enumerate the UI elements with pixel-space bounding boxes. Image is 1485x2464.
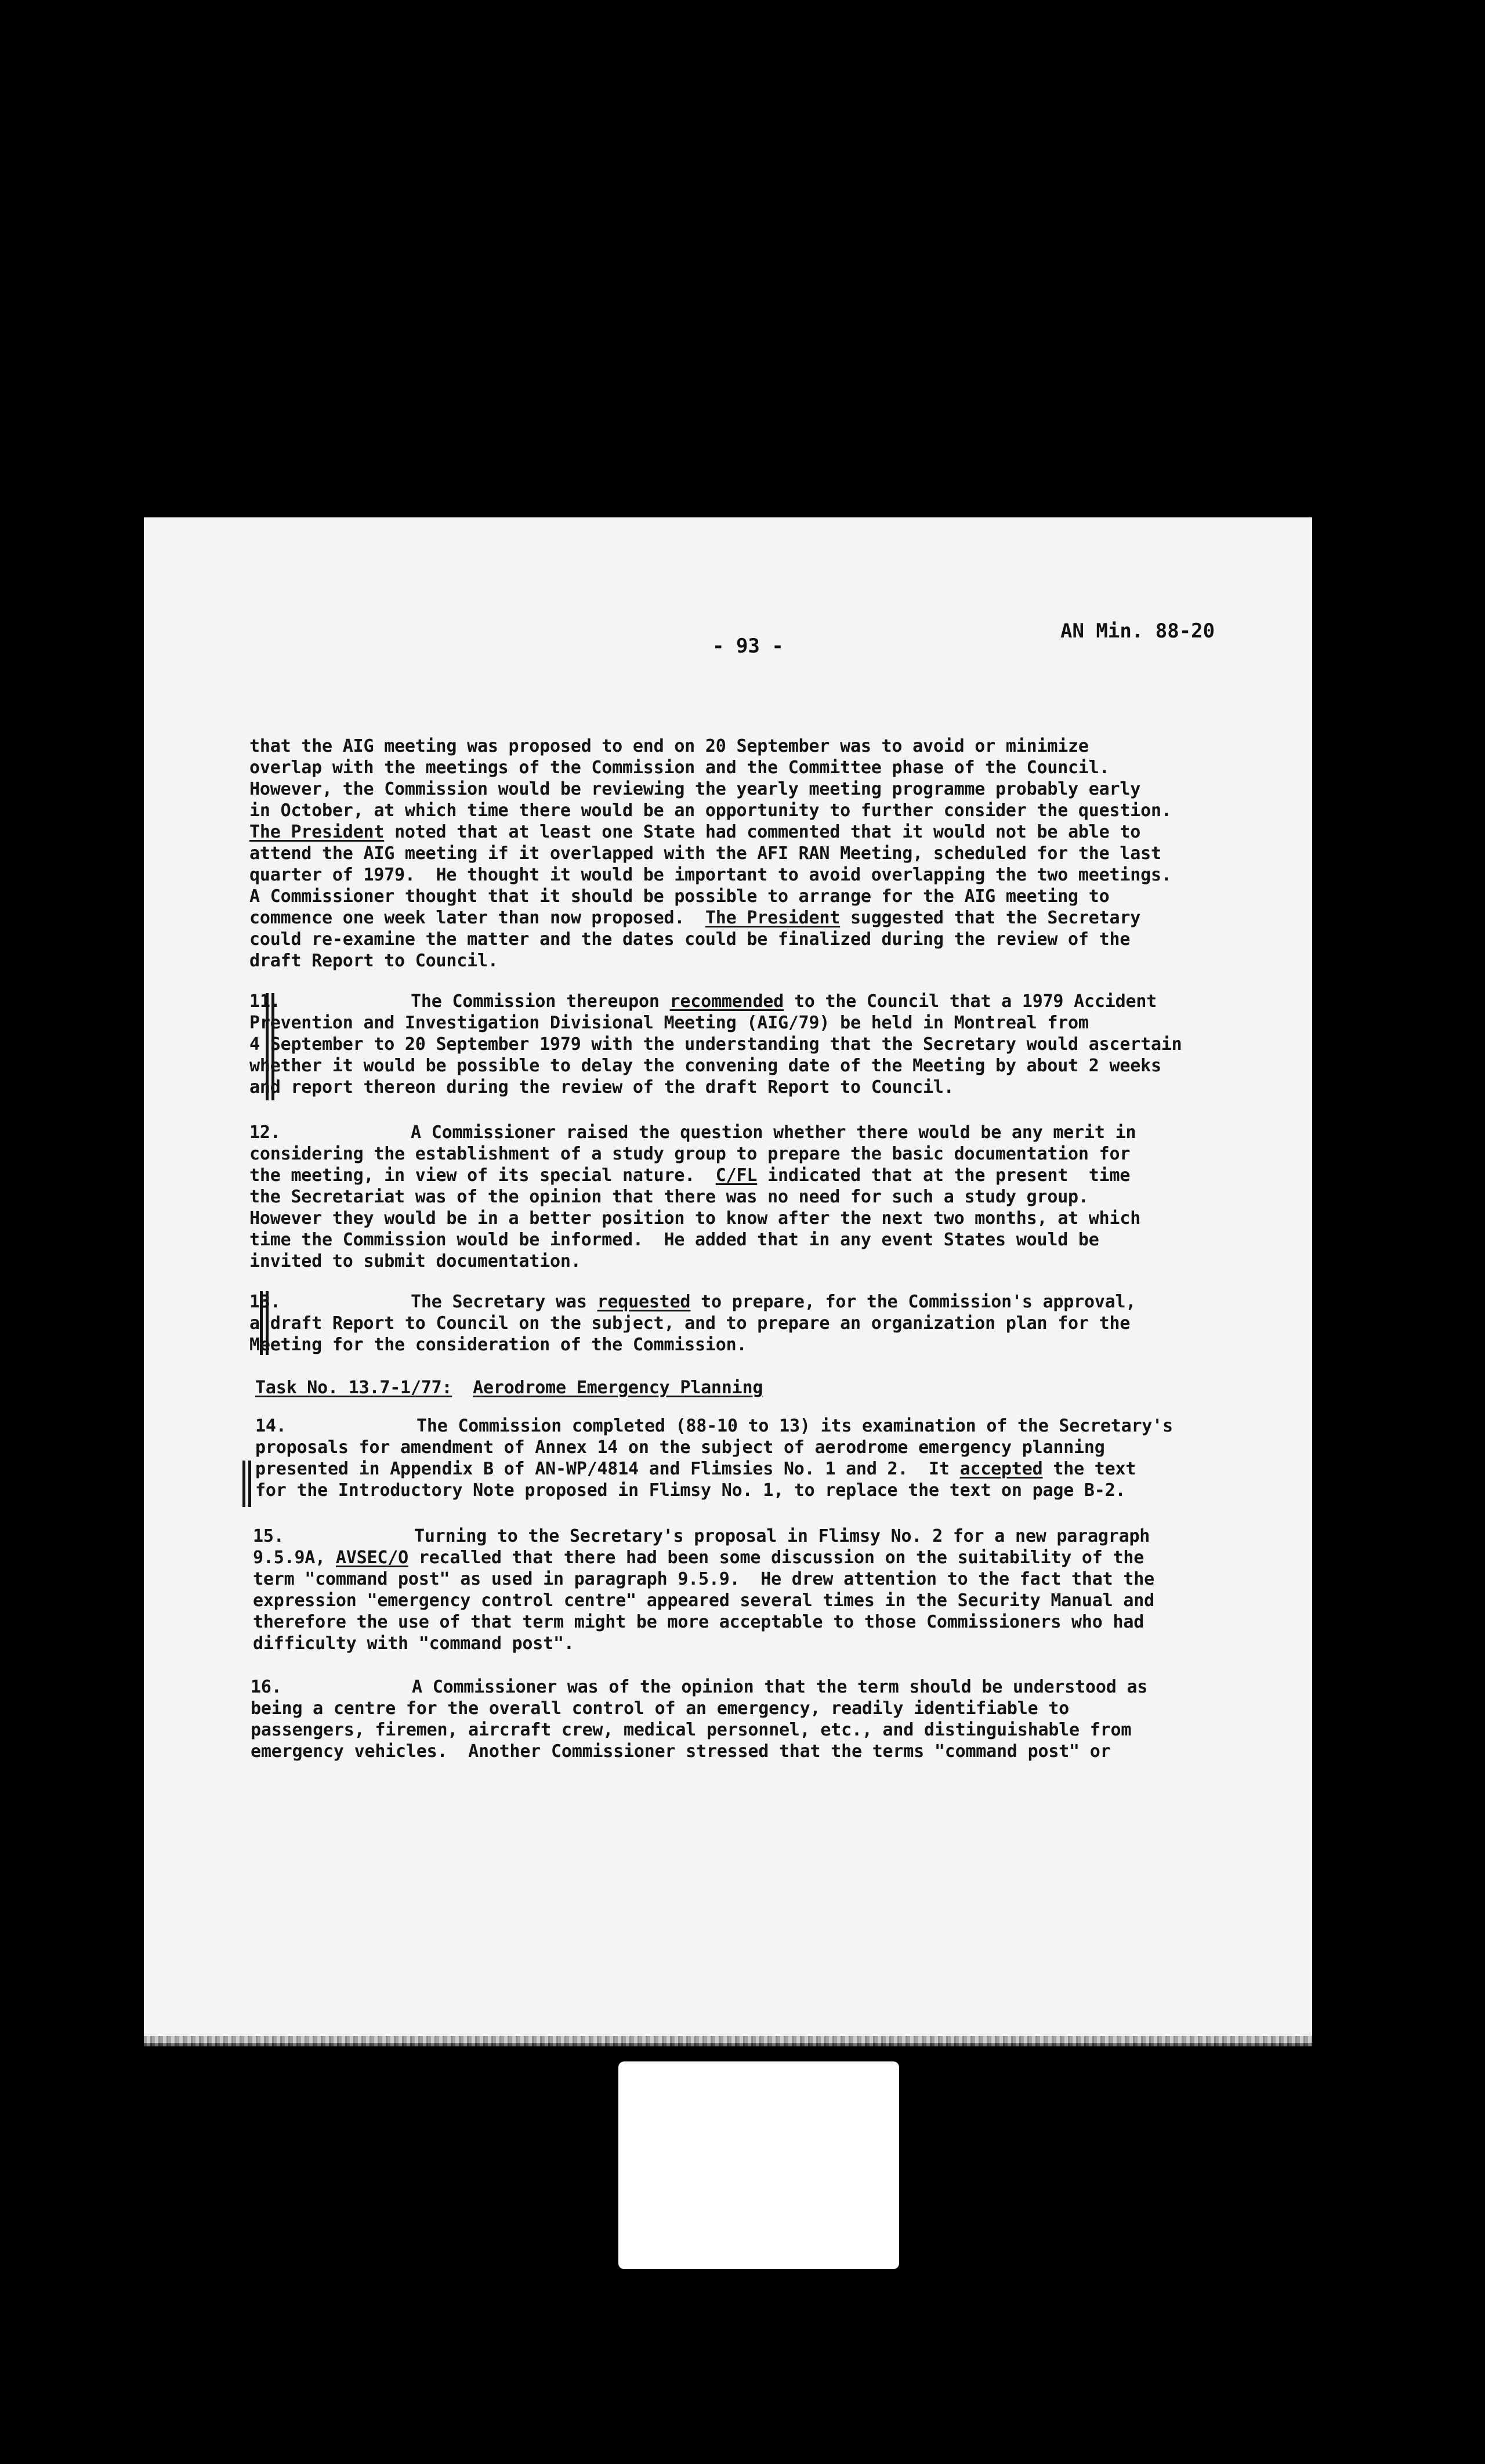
underlined-term: The President — [705, 908, 841, 928]
paragraph-15 — [253, 1525, 1239, 1654]
text-fragment: The Commission completed (88-10 to 13) its examination of the Secretary's — [416, 1416, 1173, 1436]
text-line: whether it would be possible to delay the convening date of the Meeting by about 2 weeks — [249, 1056, 1161, 1076]
text-line: proposals for amendment of Annex 14 on the subject of aerodrome emergency planning — [255, 1437, 1105, 1458]
paragraph-number: 11. — [249, 991, 281, 1012]
text-fragment: the meeting, in view of its special nature. — [249, 1165, 716, 1186]
text-fragment: 9.5.9A, — [253, 1548, 336, 1568]
underlined-term: AVSEC/O — [335, 1548, 408, 1568]
text-fragment: Turning to the Secretary's proposal in Flimsy No. 2 for a new paragraph — [414, 1526, 1150, 1546]
text-line: considering the establishment of a study group to prepare the basic documentation for — [249, 1144, 1131, 1164]
text-line: in October, at which time there would be an opportunity to further consider the question. — [249, 800, 1172, 821]
text-fragment: indicated that at the present time — [757, 1165, 1131, 1186]
text-line: emergency vehicles. Another Commissioner stressed that the terms "command post" or — [251, 1741, 1111, 1762]
text-fragment: to prepare, for the Commission's approval, — [690, 1292, 1136, 1312]
text-line: could re-examine the matter and the dates could be finalized during the review of the — [249, 929, 1131, 950]
text-line — [255, 1415, 1241, 1437]
text-line: and report thereon during the review of the draft Report to Council. — [249, 1077, 954, 1097]
paragraph-number: 12. — [249, 1122, 281, 1143]
text-line — [249, 991, 1236, 1012]
text-fragment: noted that at least one State had commented that it would not be able to — [384, 822, 1141, 842]
underlined-term: The President — [249, 822, 385, 842]
scan-edge-noise — [144, 2036, 1312, 2046]
text-line: However they would be in a better position to know after the next two months, at which — [249, 1208, 1141, 1229]
text-line: quarter of 1979. He thought it would be important to avoid overlapping the two meetings. — [249, 865, 1172, 885]
text-line — [251, 1676, 1237, 1698]
paragraph-number: 14. — [255, 1416, 287, 1436]
text-line — [253, 1525, 1239, 1547]
text-line: term "command post" as used in paragraph 9.5.9. He drew attention to the fact that the — [253, 1569, 1154, 1589]
task-label: Task No. 13.7-1/77: — [255, 1378, 452, 1398]
text-fragment: recalled that there had been some discussion on the suitability of the — [408, 1548, 1144, 1568]
text-fragment: A Commissioner was of the opinion that the term should be understood as — [412, 1677, 1148, 1697]
text-fragment: commence one week later than now proposed. — [249, 908, 705, 928]
paragraph-number: 13. — [249, 1292, 281, 1312]
text-fragment: the text — [1042, 1459, 1136, 1479]
text-line: a draft Report to Council on the subject, and to prepare an organization plan for the — [249, 1313, 1131, 1334]
text-line — [249, 821, 1236, 843]
text-fragment: suggested that the Secretary — [840, 908, 1141, 928]
document-reference: AN Min. 88-20 — [1060, 619, 1215, 643]
paragraph-13 — [249, 1291, 1236, 1356]
text-line: draft Report to Council. — [249, 951, 498, 971]
text-line: for the Introductory Note proposed in Flimsy No. 1, to replace the text on page B-2. — [255, 1480, 1126, 1501]
paragraph-number: 16. — [251, 1677, 282, 1697]
text-fragment: to the Council that a 1979 Accident — [784, 991, 1157, 1012]
text-line: Meeting for the consideration of the Commission. — [249, 1335, 747, 1355]
text-line: difficulty with "command post". — [253, 1633, 574, 1654]
text-line: invited to submit documentation. — [249, 1251, 581, 1271]
text-line: the Secretariat was of the opinion that there was no need for such a study group. — [249, 1187, 1089, 1207]
text-line: therefore the use of that term might be more acceptable to those Commissioners who had — [253, 1612, 1144, 1632]
text-line: expression "emergency control centre" appeared several times in the Security Manual and — [253, 1590, 1154, 1611]
text-line: A Commissioner thought that it should be possible to arrange for the AIG meeting to — [249, 886, 1110, 907]
underlined-term: requested — [597, 1292, 691, 1312]
paragraph-16 — [251, 1676, 1237, 1762]
paragraph-intro — [249, 735, 1236, 972]
paragraph-14 — [255, 1415, 1241, 1501]
text-line — [249, 907, 1236, 929]
revision-bar — [248, 1461, 251, 1507]
text-line — [255, 1377, 1241, 1398]
text-line: 4 September to 20 September 1979 with the understanding that the Secretary would ascertain — [249, 1034, 1182, 1055]
text-line — [249, 1122, 1236, 1143]
text-line: time the Commission would be informed. He added that in any event States would be — [249, 1230, 1099, 1250]
paragraph-12 — [249, 1122, 1236, 1272]
text-line: that the AIG meeting was proposed to end on 20 September was to avoid or minimize — [249, 736, 1089, 756]
text-line: overlap with the meetings of the Commission and the Committee phase of the Council. — [249, 758, 1110, 778]
underlined-term: C/FL — [715, 1165, 758, 1186]
text-fragment: A Commissioner raised the question whether there would be any merit in — [411, 1122, 1136, 1143]
blank-label-card — [618, 2061, 899, 2269]
text-line: Prevention and Investigation Divisional Meeting (AIG/79) be held in Montreal from — [249, 1013, 1089, 1033]
text-line — [249, 1165, 1236, 1186]
text-line: However, the Commission would be reviewing the yearly meeting programme probably early — [249, 779, 1141, 799]
page-number: - 93 - — [712, 635, 784, 658]
text-line — [253, 1547, 1239, 1568]
task-title: Aerodrome Emergency Planning — [473, 1378, 763, 1398]
text-line: being a centre for the overall control of an emergency, readily identifiable to — [251, 1698, 1070, 1719]
paragraph-11 — [249, 991, 1236, 1098]
paragraph-number: 15. — [253, 1526, 284, 1546]
text-line — [249, 1291, 1236, 1313]
underlined-term: accepted — [959, 1459, 1043, 1479]
text-fragment: presented in Appendix B of AN-WP/4814 and Flimsies No. 1 and 2. It — [255, 1459, 960, 1479]
text-line: attend the AIG meeting if it overlapped with the AFI RAN Meeting, scheduled for the last — [249, 843, 1161, 864]
text-line: passengers, firemen, aircraft crew, medical personnel, etc., and distinguishable from — [251, 1720, 1132, 1740]
text-line — [255, 1458, 1241, 1480]
text-fragment: The Commission thereupon — [411, 991, 670, 1012]
revision-bar — [242, 1461, 245, 1507]
task-heading — [255, 1377, 1241, 1398]
text-fragment: The Secretary was — [411, 1292, 597, 1312]
underlined-term: recommended — [669, 991, 784, 1012]
